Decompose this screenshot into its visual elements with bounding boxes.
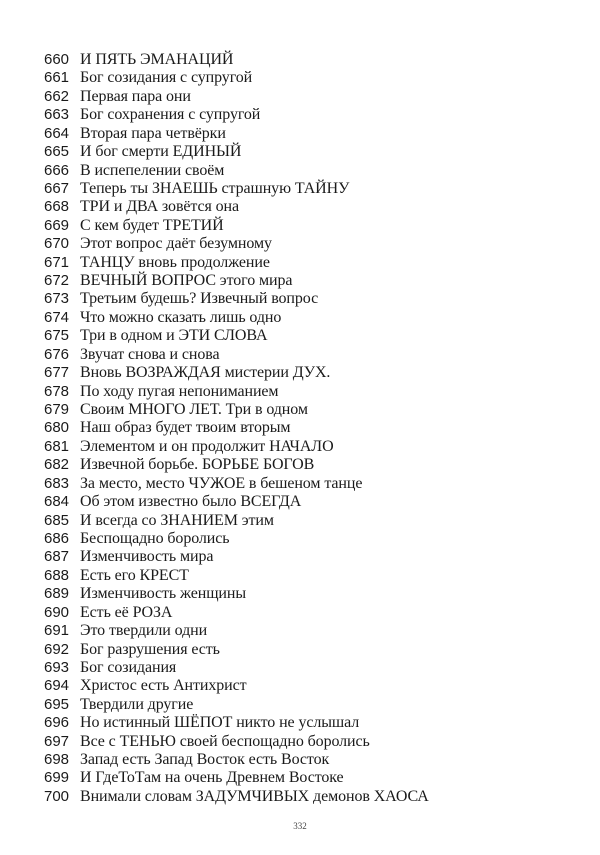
line-text: Вновь ВОЗРАЖДАЯ мистерии ДУХ. — [80, 364, 331, 382]
line-number: 694 — [44, 677, 70, 695]
line-number: 698 — [44, 751, 70, 769]
page-number: 332 — [293, 821, 307, 831]
poem-line — [44, 530, 429, 548]
line-number: 676 — [44, 345, 70, 363]
line-text: Изменчивость женщины — [80, 585, 246, 603]
line-text: Третьим будешь? Извечный вопрос — [80, 290, 319, 308]
line-text: Теперь ты ЗНАЕШЬ страшную ТАЙНУ — [80, 179, 350, 197]
poem-line — [44, 567, 429, 585]
poem-line — [44, 493, 429, 511]
poem-line — [44, 512, 429, 530]
poem-line — [44, 401, 429, 419]
poem-line — [44, 143, 429, 161]
poem-line — [44, 88, 429, 106]
line-text: Бог разрушения есть — [80, 640, 220, 658]
poem-line — [44, 641, 429, 659]
line-number: 681 — [44, 437, 70, 455]
poem-line — [44, 290, 429, 308]
line-number: 678 — [44, 382, 70, 400]
line-text: И всегда со ЗНАНИЕМ этим — [80, 511, 274, 529]
line-text: Но истинный ШЁПОТ никто не услышал — [80, 714, 360, 732]
line-number: 660 — [44, 51, 70, 68]
line-number: 670 — [44, 235, 70, 253]
line-number: 664 — [44, 124, 70, 142]
line-number: 691 — [44, 622, 70, 640]
poem-line — [44, 419, 429, 437]
line-text: В испепелении своём — [80, 161, 225, 179]
poem-line — [44, 548, 429, 566]
line-number: 696 — [44, 714, 70, 732]
poem-line — [44, 346, 429, 364]
poem-line — [44, 125, 429, 143]
line-number: 693 — [44, 658, 70, 676]
line-text: Своим МНОГО ЛЕТ. Три в одном — [80, 401, 308, 419]
line-text: Твердили другие — [80, 695, 194, 713]
poem-line — [44, 198, 429, 216]
line-number: 688 — [44, 566, 70, 584]
line-number: 682 — [44, 456, 70, 474]
line-number: 668 — [44, 198, 70, 216]
poem-lines — [44, 51, 429, 806]
line-text: Бог созидания — [80, 658, 177, 676]
line-number: 672 — [44, 272, 70, 290]
line-number: 665 — [44, 143, 70, 161]
poem-line — [44, 272, 429, 290]
poem-line — [44, 788, 429, 806]
line-number: 684 — [44, 493, 70, 511]
line-text: По ходу пугая непониманием — [80, 382, 279, 400]
line-text: И ГдеТоТам на очень Древнем Востоке — [80, 769, 344, 787]
line-number: 663 — [44, 106, 70, 124]
poem-line — [44, 714, 429, 732]
line-text: Об этом известно было ВСЕГДА — [80, 493, 302, 511]
line-number: 699 — [44, 769, 70, 787]
line-text: ВЕЧНЫЙ ВОПРОС этого мира — [80, 272, 293, 290]
line-text: Три в одном и ЭТИ СЛОВА — [80, 327, 268, 345]
line-text: И бог смерти ЕДИНЫЙ — [80, 143, 242, 161]
poem-line — [44, 696, 429, 714]
poem-line — [44, 769, 429, 787]
poem-line — [44, 677, 429, 695]
line-number: 667 — [44, 179, 70, 197]
line-number: 679 — [44, 401, 70, 419]
line-number: 675 — [44, 327, 70, 345]
poem-line — [44, 438, 429, 456]
poem-line — [44, 51, 429, 69]
line-number: 683 — [44, 474, 70, 492]
poem-line — [44, 604, 429, 622]
line-text: Это твердили одни — [80, 622, 208, 640]
line-text: Бог сохранения с супругой — [80, 106, 261, 124]
poem-line — [44, 162, 429, 180]
poem-line — [44, 69, 429, 87]
poem-line — [44, 364, 429, 382]
line-text: Наш образ будет твоим вторым — [80, 419, 291, 437]
line-text: Запад есть Запад Восток есть Восток — [80, 751, 330, 769]
line-text: Этот вопрос даёт безумному — [80, 235, 272, 253]
line-number: 673 — [44, 290, 70, 308]
line-number: 671 — [44, 253, 70, 271]
poem-line — [44, 309, 429, 327]
line-number: 689 — [44, 585, 70, 603]
poem-line — [44, 383, 429, 401]
line-number: 687 — [44, 548, 70, 566]
line-number: 700 — [44, 787, 70, 805]
line-text: Есть её РОЗА — [80, 603, 173, 621]
line-number: 661 — [44, 69, 70, 87]
line-text: Что можно сказать лишь одно — [80, 308, 282, 326]
line-text: Внимали словам ЗАДУМЧИВЫХ демонов ХАОСА — [80, 787, 429, 805]
line-number: 662 — [44, 87, 70, 105]
line-number: 685 — [44, 511, 70, 529]
poem-line — [44, 235, 429, 253]
poem-line — [44, 217, 429, 235]
line-number: 677 — [44, 364, 70, 382]
poem-line — [44, 254, 429, 272]
line-text: Извечной борьбе. БОРЬБЕ БОГОВ — [80, 456, 315, 474]
line-text: Звучат снова и снова — [80, 345, 220, 363]
poem-line — [44, 180, 429, 198]
line-number: 690 — [44, 603, 70, 621]
poem-line — [44, 585, 429, 603]
line-text: ТРИ и ДВА зовётся она — [80, 198, 240, 216]
poem-line — [44, 475, 429, 493]
line-text: Вторая пара четвёрки — [80, 124, 226, 142]
line-text: ТАНЦУ вновь продолжение — [80, 253, 270, 271]
line-text: С кем будет ТРЕТИЙ — [80, 216, 224, 234]
line-text: За место, место ЧУЖОЕ в бешеном танце — [80, 474, 363, 492]
line-number: 674 — [44, 308, 70, 326]
line-number: 680 — [44, 419, 70, 437]
poem-line — [44, 456, 429, 474]
line-text: Изменчивость мира — [80, 548, 214, 566]
line-text: Есть его КРЕСТ — [80, 566, 189, 584]
poem-line — [44, 327, 429, 345]
poem-line — [44, 751, 429, 769]
line-text: Бог созидания с супругой — [80, 69, 253, 87]
line-text: Беспощадно боролись — [80, 529, 230, 547]
poem-line — [44, 733, 429, 751]
line-number: 686 — [44, 529, 70, 547]
line-text: Все с ТЕНЬЮ своей беспощадно боролись — [80, 732, 370, 750]
line-number: 692 — [44, 640, 70, 658]
line-number: 697 — [44, 732, 70, 750]
line-number: 669 — [44, 216, 70, 234]
line-text: Христос есть Антихрист — [80, 677, 247, 695]
line-text: Элементом и он продолжит НАЧАЛО — [80, 437, 334, 455]
poem-line — [44, 106, 429, 124]
line-text: Первая пара они — [80, 87, 191, 105]
line-number: 695 — [44, 695, 70, 713]
poem-line — [44, 659, 429, 677]
line-number: 666 — [44, 161, 70, 179]
poem-line — [44, 622, 429, 640]
line-text: И ПЯТЬ ЭМАНАЦИЙ — [80, 51, 234, 68]
